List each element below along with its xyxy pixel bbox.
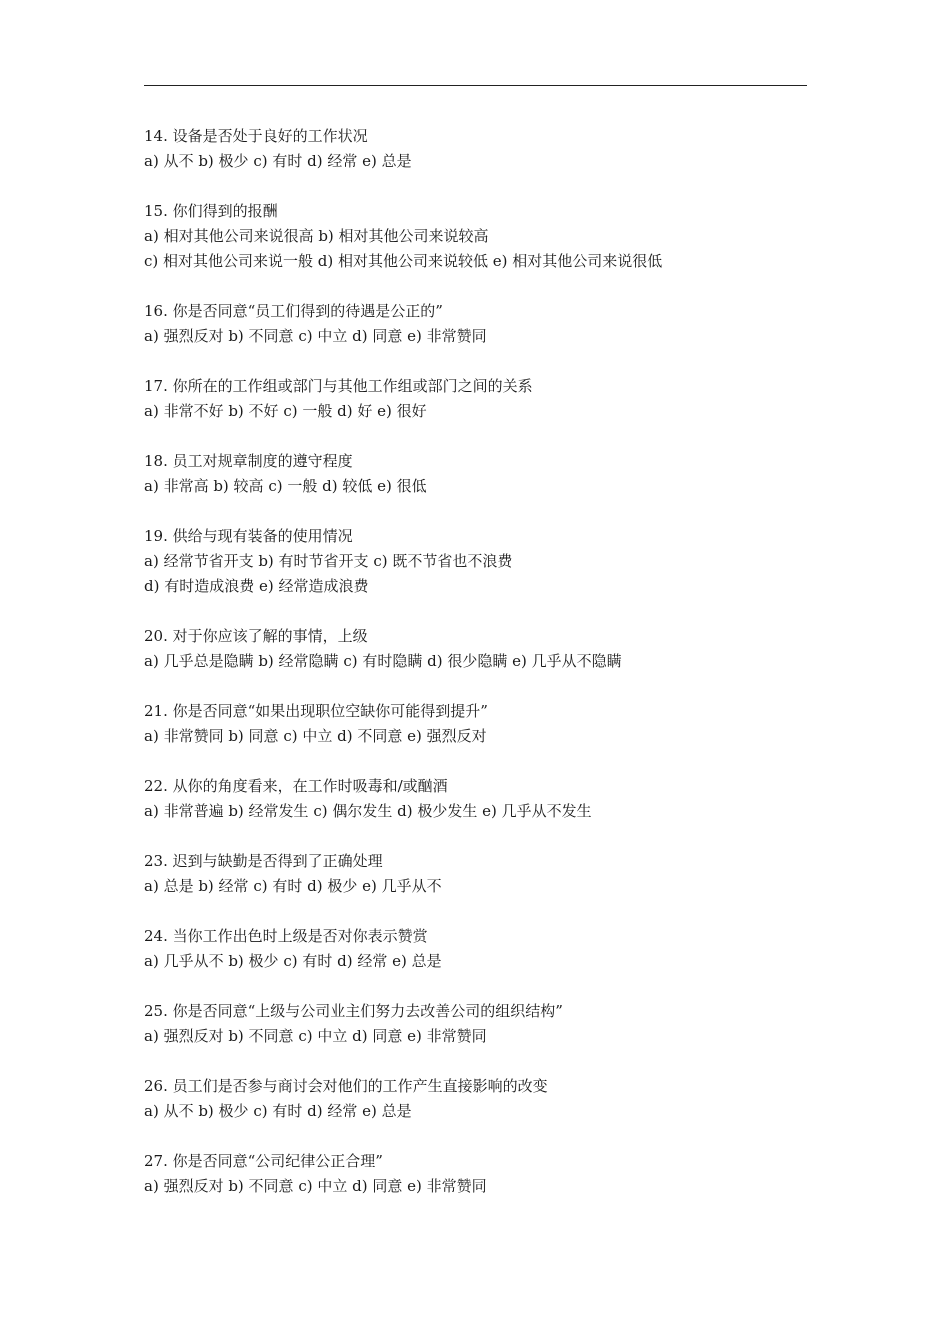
answer-options: a) 经常节省开支 b) 有时节省开支 c) 既不节省也不浪费 xyxy=(144,552,513,570)
question-title: 16. 你是否同意“员工们得到的待遇是公正的” xyxy=(144,302,443,320)
question-title: 19. 供给与现有装备的使用情况 xyxy=(144,527,353,545)
answer-options: a) 相对其他公司来说很高 b) 相对其他公司来说较高 xyxy=(144,227,489,245)
answer-options: a) 几乎总是隐瞒 b) 经常隐瞒 c) 有时隐瞒 d) 很少隐瞒 e) 几乎从不隐瞒 xyxy=(144,652,622,670)
question-item xyxy=(144,924,807,974)
answer-options: a) 总是 b) 经常 c) 有时 d) 极少 e) 几乎从不 xyxy=(144,877,442,895)
answer-options: a) 强烈反对 b) 不同意 c) 中立 d) 同意 e) 非常赞同 xyxy=(144,1027,487,1045)
question-item xyxy=(144,999,807,1049)
question-item xyxy=(144,624,807,674)
answer-options: c) 相对其他公司来说一般 d) 相对其他公司来说较低 e) 相对其他公司来说很低 xyxy=(144,252,663,270)
question-item xyxy=(144,374,807,424)
question-title: 18. 员工对规章制度的遵守程度 xyxy=(144,452,353,470)
answer-options: a) 强烈反对 b) 不同意 c) 中立 d) 同意 e) 非常赞同 xyxy=(144,327,487,345)
answer-options: a) 非常普遍 b) 经常发生 c) 偶尔发生 d) 极少发生 e) 几乎从不发生 xyxy=(144,802,592,820)
question-item xyxy=(144,849,807,899)
question-title: 17. 你所在的工作组或部门与其他工作组或部门之间的关系 xyxy=(144,377,533,395)
header-rule xyxy=(144,85,807,86)
question-item xyxy=(144,699,807,749)
answer-options: a) 非常赞同 b) 同意 c) 中立 d) 不同意 e) 强烈反对 xyxy=(144,727,487,745)
question-title: 26. 员工们是否参与商讨会对他们的工作产生直接影响的改变 xyxy=(144,1077,548,1095)
question-list xyxy=(144,124,807,1224)
question-item xyxy=(144,199,807,274)
question-item xyxy=(144,449,807,499)
question-item xyxy=(144,774,807,824)
answer-options: a) 几乎从不 b) 极少 c) 有时 d) 经常 e) 总是 xyxy=(144,952,442,970)
answer-options: a) 非常不好 b) 不好 c) 一般 d) 好 e) 很好 xyxy=(144,402,427,420)
question-title: 25. 你是否同意“上级与公司业主们努力去改善公司的组织结构” xyxy=(144,1002,563,1020)
question-title: 22. 从你的角度看来，在工作时吸毒和/或酗酒 xyxy=(144,777,448,795)
question-title: 20. 对于你应该了解的事情，上级 xyxy=(144,627,368,645)
question-title: 23. 迟到与缺勤是否得到了正确处理 xyxy=(144,852,383,870)
question-title: 27. 你是否同意“公司纪律公正合理” xyxy=(144,1152,383,1170)
question-item xyxy=(144,124,807,174)
answer-options: a) 非常高 b) 较高 c) 一般 d) 较低 e) 很低 xyxy=(144,477,427,495)
answer-options: a) 从不 b) 极少 c) 有时 d) 经常 e) 总是 xyxy=(144,1102,412,1120)
question-item xyxy=(144,1149,807,1199)
question-item xyxy=(144,1074,807,1124)
answer-options: a) 强烈反对 b) 不同意 c) 中立 d) 同意 e) 非常赞同 xyxy=(144,1177,487,1195)
question-title: 14. 设备是否处于良好的工作状况 xyxy=(144,127,368,145)
answer-options: a) 从不 b) 极少 c) 有时 d) 经常 e) 总是 xyxy=(144,152,412,170)
question-item xyxy=(144,524,807,599)
answer-options: d) 有时造成浪费 e) 经常造成浪费 xyxy=(144,577,369,595)
question-title: 21. 你是否同意“如果出现职位空缺你可能得到提升” xyxy=(144,702,488,720)
question-title: 24. 当你工作出色时上级是否对你表示赞赏 xyxy=(144,927,428,945)
question-title: 15. 你们得到的报酬 xyxy=(144,202,278,220)
question-item xyxy=(144,299,807,349)
